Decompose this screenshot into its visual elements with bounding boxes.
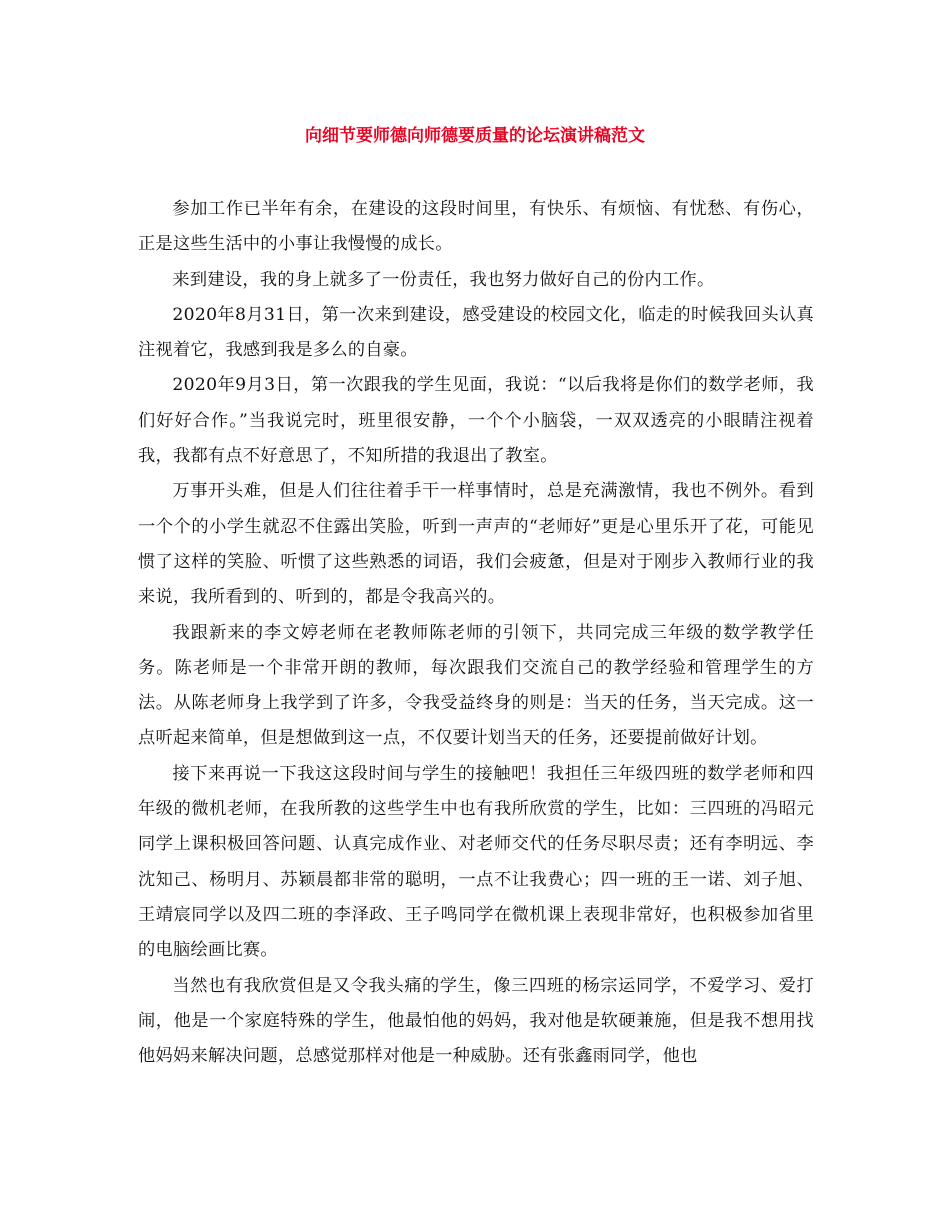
paragraph-7: 接下来再说一下我这这段时间与学生的接触吧！我担任三年级四班的数学老师和四年级的微机老师，在我所教的这些学生中也有我所欣赏的学生，比如：三四班的冯昭元同学上课积极回答问题、认真完成作业、对老师交代的任务尽职尽责；还有李明远、李沈知己、杨明月、苏颖晨都非常的聪明，一点不让我费心；四一班的王一诺、刘子旭、王靖宸同学以及四二班的李泽政、王子鸣同学在微机课上表现非常好，也积极参加省里的电脑绘画比赛。 [138, 763, 814, 961]
paragraph-5: 万事开头难，但是人们往往着手干一样事情时，总是充满激情，我也不例外。看到一个个的小学生就忍不住露出笑脸，听到一声声的“老师好”更是心里乐开了花，可能见惯了这样的笑脸、听惯了这些熟悉的词语，我们会疲惫，但是对于刚步入教师行业的我来说，我所看到的、听到的，都是令我高兴的。 [138, 481, 814, 608]
paragraph-6: 我跟新来的李文婷老师在老教师陈老师的引领下，共同完成三年级的数学教学任务。陈老师是一个非常开朗的教师，每次跟我们交流自己的教学经验和管理学生的方法。从陈老师身上我学到了许多，令我受益终身的则是：当天的任务，当天完成。这一点听起来简单，但是想做到这一点，不仅要计划当天的任务，还要提前做好计划。 [138, 622, 814, 749]
paragraph-3: 2020年8月31日，第一次来到建设，感受建设的校园文化，临走的时候我回头认真注视着它，我感到我是多么的自豪。 [138, 304, 814, 361]
paragraph-4: 2020年9月3日，第一次跟我的学生见面，我说：“以后我将是你们的数学老师，我们好好合作。”当我说完时，班里很安静，一个个小脑袋，一双双透亮的小眼睛注视着我，我都有点不好意思了，不知所措的我退出了教室。 [138, 375, 814, 467]
document-body [138, 192, 814, 1074]
paragraph-8: 当然也有我欣赏但是又令我头痛的学生，像三四班的杨宗运同学，不爱学习、爱打闹，他是一个家庭特殊的学生，他最怕他的妈妈，我对他是软硬兼施，但是我不想用找他妈妈来解决问题，总感觉那样对他是一种威胁。还有张鑫雨同学，他也 [138, 975, 814, 1067]
document-title: 向细节要师德向师德要质量的论坛演讲稿范文 [305, 126, 645, 146]
paragraph-2: 来到建设，我的身上就多了一份责任，我也努力做好自己的份内工作。 [172, 269, 715, 290]
paragraph-1: 参加工作已半年有余，在建设的这段时间里，有快乐、有烦恼、有忧愁、有伤心，正是这些生活中的小事让我慢慢的成长。 [138, 199, 814, 255]
